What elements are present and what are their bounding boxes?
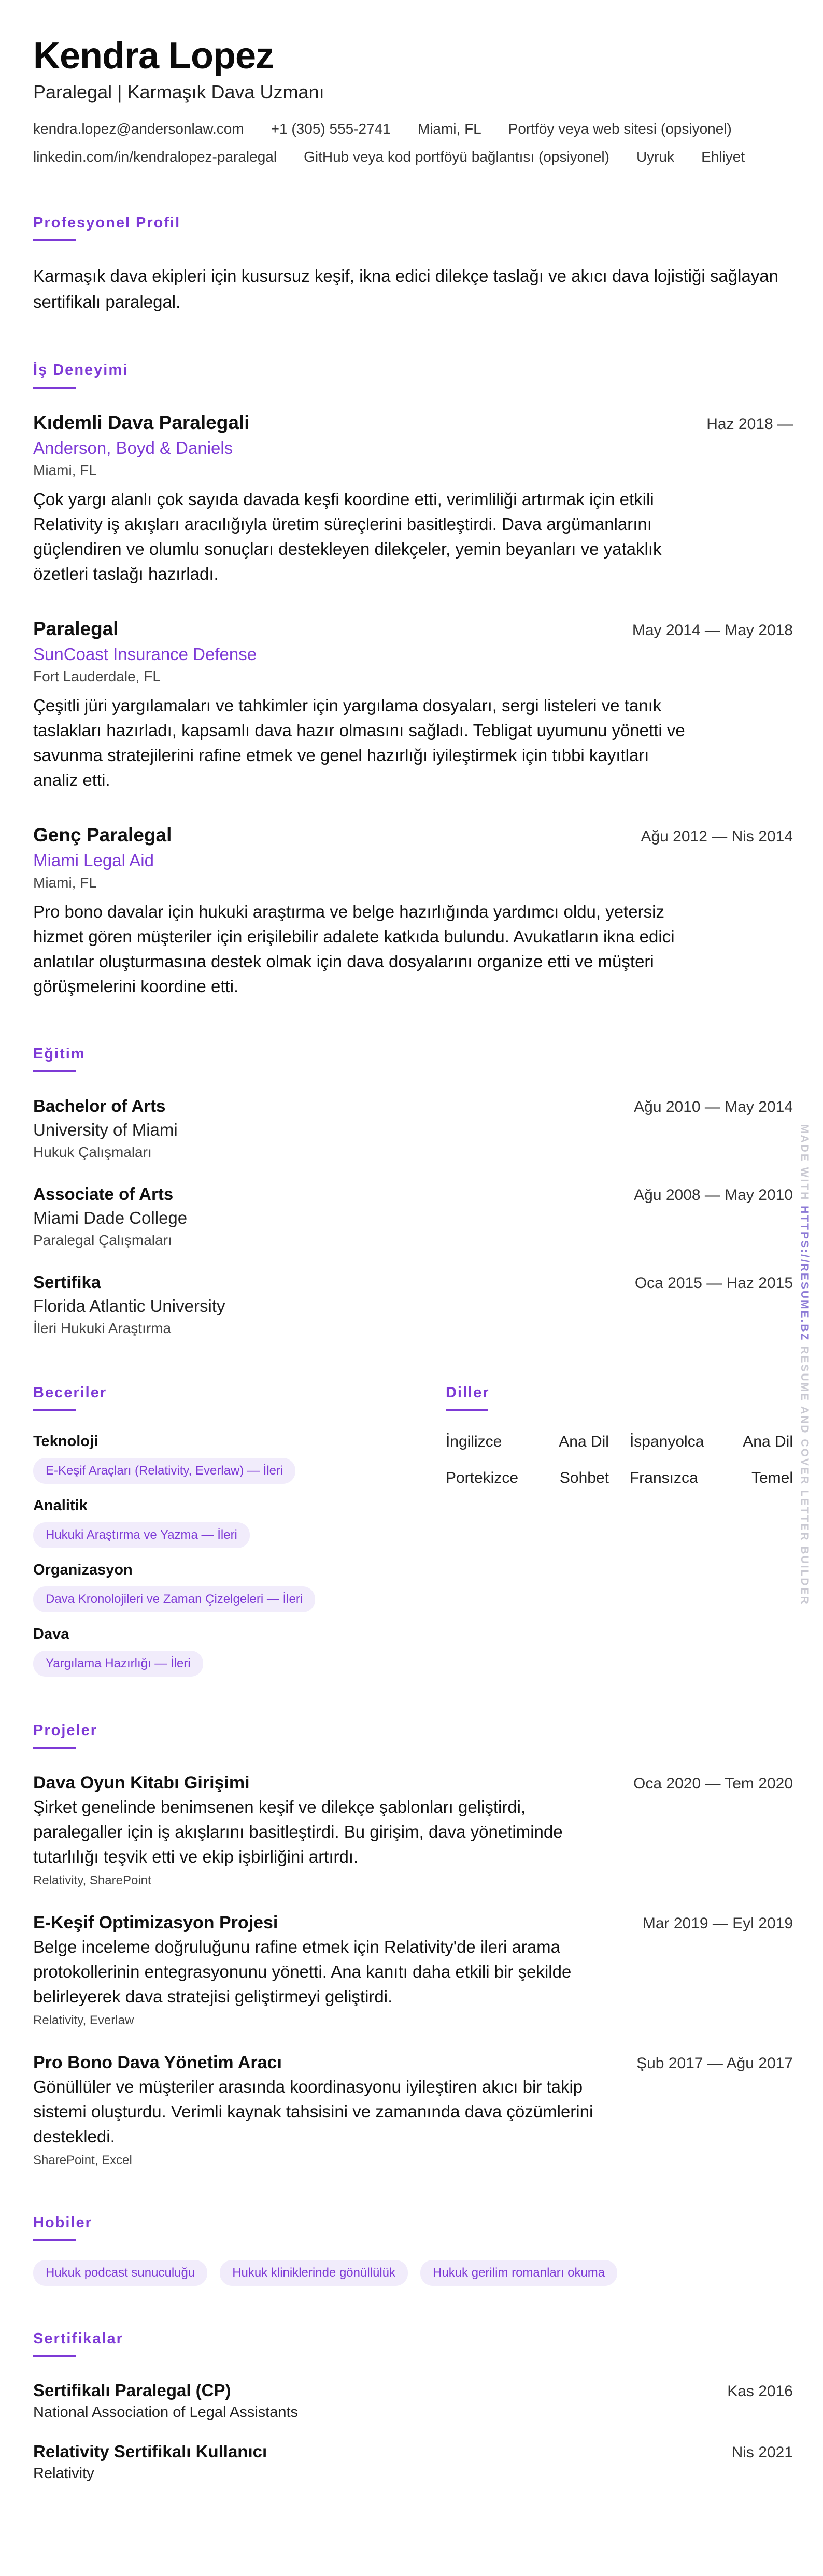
- job-title: Genç Paralegal: [33, 824, 172, 846]
- skill-pill: E-Keşif Araçları (Relativity, Everlaw) — İleri: [33, 1458, 295, 1484]
- section-heading: Projeler: [33, 1722, 97, 1739]
- job-description: Çok yargı alanlı çok sayıda davada keşfi koordine etti, verimliliği artırmak için etkili Relativity iş akışları aracılığıyla üretim süreçlerini basitleştirdi. Dava argümanlarını güçlendiren ve olumlu sonuçları destekleyen dilekçeler, yemin beyanları ve yataklık özetleri taslağı hazırladı.: [33, 490, 662, 583]
- watermark-suffix: RESUME AND COVER LETTER BUILDER: [799, 1346, 811, 1606]
- certifications-section: [33, 2329, 793, 2484]
- contact-nationality: Uyruk: [636, 149, 675, 165]
- section-divider: [33, 239, 76, 241]
- contact-info: [33, 118, 800, 168]
- language-level: Ana Dil: [559, 1433, 609, 1450]
- project-title: Dava Oyun Kitabı Girişimi: [33, 1773, 250, 1793]
- section-heading: Profesyonel Profil: [33, 214, 181, 231]
- job-company: Miami Legal Aid: [33, 851, 154, 870]
- education-section: [33, 1044, 793, 1339]
- language-item: [446, 1467, 609, 1489]
- education-degree: Sertifika: [33, 1272, 101, 1292]
- job-title: Paralegal: [33, 618, 119, 639]
- job-location: Miami, FL: [33, 462, 97, 478]
- projects-section: [33, 1721, 793, 2170]
- watermark-prefix: MADE WITH: [799, 1124, 811, 1201]
- contact-email[interactable]: kendra.lopez@andersonlaw.com: [33, 121, 244, 137]
- certification-entry: [33, 2379, 793, 2423]
- project-description: Gönüllüler ve müşteriler arasında koordinasyonu iyileştiren akıcı bir takip sistemi oluşturdu. Verimli kaynak tahsisini ve zamanında dava çözümlerini destekledi.: [33, 2077, 593, 2146]
- language-level: Temel: [751, 1469, 793, 1486]
- project-title: E-Keşif Optimizasyon Projesi: [33, 1913, 278, 1933]
- project-entry: [33, 2051, 793, 2170]
- candidate-name: Kendra Lopez: [33, 35, 274, 77]
- language-name: Fransızca: [629, 1469, 698, 1486]
- profile-summary: Karmaşık dava ekipleri için kusursuz keşif, ikna edici dilekçe taslağı ve akıcı dava lojistiği sağlayan sertifikalı paralegal.: [33, 266, 778, 311]
- education-degree: Associate of Arts: [33, 1184, 174, 1204]
- certification-date: Kas 2016: [727, 2383, 793, 2400]
- section-divider: [33, 2239, 76, 2241]
- skill-category: Organizasyon: [33, 1562, 133, 1578]
- education-degree: Bachelor of Arts: [33, 1096, 166, 1115]
- education-field: İleri Hukuki Araştırma: [33, 1320, 172, 1336]
- section-divider: [33, 1070, 76, 1072]
- experience-section: [33, 361, 793, 999]
- contact-website[interactable]: Portföy veya web sitesi (opsiyonel): [508, 121, 732, 137]
- skill-category: Dava: [33, 1626, 69, 1642]
- section-heading: İş Deneyimi: [33, 362, 129, 378]
- project-entry: [33, 1911, 793, 2030]
- certification-date: Nis 2021: [731, 2444, 793, 2461]
- section-heading: Beceriler: [33, 1384, 107, 1401]
- project-description: Belge inceleme doğruluğunu rafine etmek için Relativity'de ileri arama protokollerinin entegrasyonunu yönetti. Ana kanıtı daha etkili bir şekilde belirleyerek dava stratejisi geliştirmeyi geliştirdi.: [33, 1937, 572, 2006]
- resume-page: [33, 34, 793, 2501]
- job-date: Haz 2018 —: [706, 416, 793, 433]
- language-level: Sohbet: [559, 1469, 609, 1486]
- job-date: Ağu 2012 — Nis 2014: [641, 828, 793, 845]
- language-name: İngilizce: [445, 1433, 502, 1450]
- job-company: SunCoast Insurance Defense: [33, 645, 257, 664]
- watermark-link[interactable]: HTTPS://RESUME.BZ: [799, 1206, 811, 1342]
- contact-location: Miami, FL: [417, 121, 481, 137]
- languages-section: [446, 1383, 793, 1677]
- job-date: May 2014 — May 2018: [632, 622, 793, 639]
- job-entry: [33, 823, 793, 999]
- hobby-pill: Hukuk kliniklerinde gönüllülük: [220, 2260, 408, 2286]
- job-location: Miami, FL: [33, 875, 97, 891]
- language-item: [446, 1431, 609, 1453]
- job-description: Çeşitli jüri yargılamaları ve tahkimler için yargılama dosyaları, sergi listeleri ve tanık taslakları hazırladı, kapsamlı dava hazır olmasını sağladı. Tebligat uyumunu yönetti ve savunma stratejilerini rafine etmek ve genel hazırlığı iyileştirmek için tıbbi kayıtları analiz etti.: [33, 696, 685, 790]
- project-date: Mar 2019 — Eyl 2019: [642, 1915, 793, 1932]
- project-title: Pro Bono Dava Yönetim Aracı: [33, 2053, 282, 2072]
- education-date: Ağu 2008 — May 2010: [634, 1186, 793, 1204]
- contact-github[interactable]: GitHub veya kod portföyü bağlantısı (opsiyonel): [304, 149, 609, 165]
- education-field: Paralegal Çalışmaları: [33, 1232, 172, 1248]
- language-name: Portekizce: [445, 1469, 519, 1486]
- section-divider: [446, 1409, 488, 1411]
- education-field: Hukuk Çalışmaları: [33, 1144, 152, 1160]
- job-location: Fort Lauderdale, FL: [33, 668, 161, 684]
- hobby-pill: Hukuk podcast sunuculuğu: [33, 2260, 207, 2286]
- contact-phone[interactable]: +1 (305) 555-2741: [271, 121, 391, 137]
- hobby-pill: Hukuk gerilim romanları okuma: [420, 2260, 617, 2286]
- project-description: Şirket genelinde benimsenen keşif ve dilekçe şablonları geliştirdi, paralegaller için iş akışlarını basitleştirdi. Bu girişim, dava yönetiminde tutarlılığı teşvik etti ve ekip işbirliğini artırdı.: [33, 1797, 563, 1866]
- education-school: University of Miami: [33, 1120, 178, 1139]
- language-item: [630, 1431, 793, 1453]
- candidate-title: Paralegal | Karmaşık Dava Uzmanı: [33, 81, 324, 103]
- job-description: Pro bono davalar için hukuki araştırma ve belge hazırlığında yardımcı oldu, yetersiz hizmet gören müşteriler için erişilebilir adalete katkıda bulundu. Avukatların ikna edici anlatılar oluşturmasına destek olmak için dava dosyalarını organize etti ve müşteri görüşmelerini koordine etti.: [33, 902, 675, 996]
- section-heading: Hobiler: [33, 2214, 92, 2231]
- skill-pill: Hukuki Araştırma ve Yazma — İleri: [33, 1522, 250, 1548]
- education-entry: [33, 1094, 793, 1163]
- education-date: Ağu 2010 — May 2014: [634, 1098, 793, 1115]
- skill-category: Analitik: [33, 1497, 88, 1514]
- education-school: Miami Dade College: [33, 1208, 188, 1227]
- project-entry: [33, 1771, 793, 1890]
- contact-linkedin[interactable]: linkedin.com/in/kendralopez-paralegal: [33, 149, 277, 165]
- project-tech: Relativity, SharePoint: [33, 1873, 151, 1887]
- certification-org: National Association of Legal Assistants: [33, 2404, 299, 2421]
- education-school: Florida Atlantic University: [33, 1296, 225, 1315]
- skills-languages-row: [33, 1383, 793, 1677]
- project-tech: Relativity, Everlaw: [33, 2013, 134, 2027]
- education-date: Oca 2015 — Haz 2015: [634, 1275, 793, 1292]
- section-heading: Diller: [445, 1384, 490, 1401]
- job-entry: [33, 617, 793, 793]
- language-name: İspanyolca: [629, 1433, 704, 1450]
- builder-watermark: [798, 1124, 811, 1606]
- section-heading: Sertifikalar: [33, 2330, 123, 2347]
- skill-pill: Dava Kronolojileri ve Zaman Çizelgeleri — İleri: [33, 1586, 315, 1612]
- section-divider: [33, 2355, 76, 2357]
- job-entry: [33, 410, 793, 586]
- certification-entry: [33, 2440, 793, 2484]
- language-item: [630, 1467, 793, 1489]
- certification-title: Relativity Sertifikalı Kullanıcı: [33, 2442, 267, 2461]
- hobbies-section: [33, 2213, 793, 2286]
- profile-section: [33, 213, 793, 315]
- section-divider: [33, 387, 76, 389]
- section-divider: [33, 1409, 76, 1411]
- skill-category: Teknoloji: [33, 1433, 98, 1450]
- certification-title: Sertifikalı Paralegal (CP): [33, 2381, 231, 2400]
- education-entry: [33, 1182, 793, 1251]
- section-heading: Eğitim: [33, 1046, 86, 1062]
- project-date: Şub 2017 — Ağu 2017: [636, 2055, 793, 2072]
- education-entry: [33, 1270, 793, 1339]
- certification-org: Relativity: [33, 2465, 94, 2482]
- project-tech: SharePoint, Excel: [33, 2153, 132, 2167]
- section-divider: [33, 1747, 76, 1749]
- language-level: Ana Dil: [743, 1433, 793, 1450]
- contact-license: Ehliyet: [701, 149, 745, 165]
- project-date: Oca 2020 — Tem 2020: [633, 1775, 793, 1792]
- skill-pill: Yargılama Hazırlığı — İleri: [33, 1651, 203, 1677]
- job-title: Kıdemli Dava Paralegali: [33, 412, 250, 433]
- resume-header: [33, 34, 793, 168]
- job-company: Anderson, Boyd & Daniels: [33, 438, 233, 457]
- skills-section: [33, 1383, 381, 1677]
